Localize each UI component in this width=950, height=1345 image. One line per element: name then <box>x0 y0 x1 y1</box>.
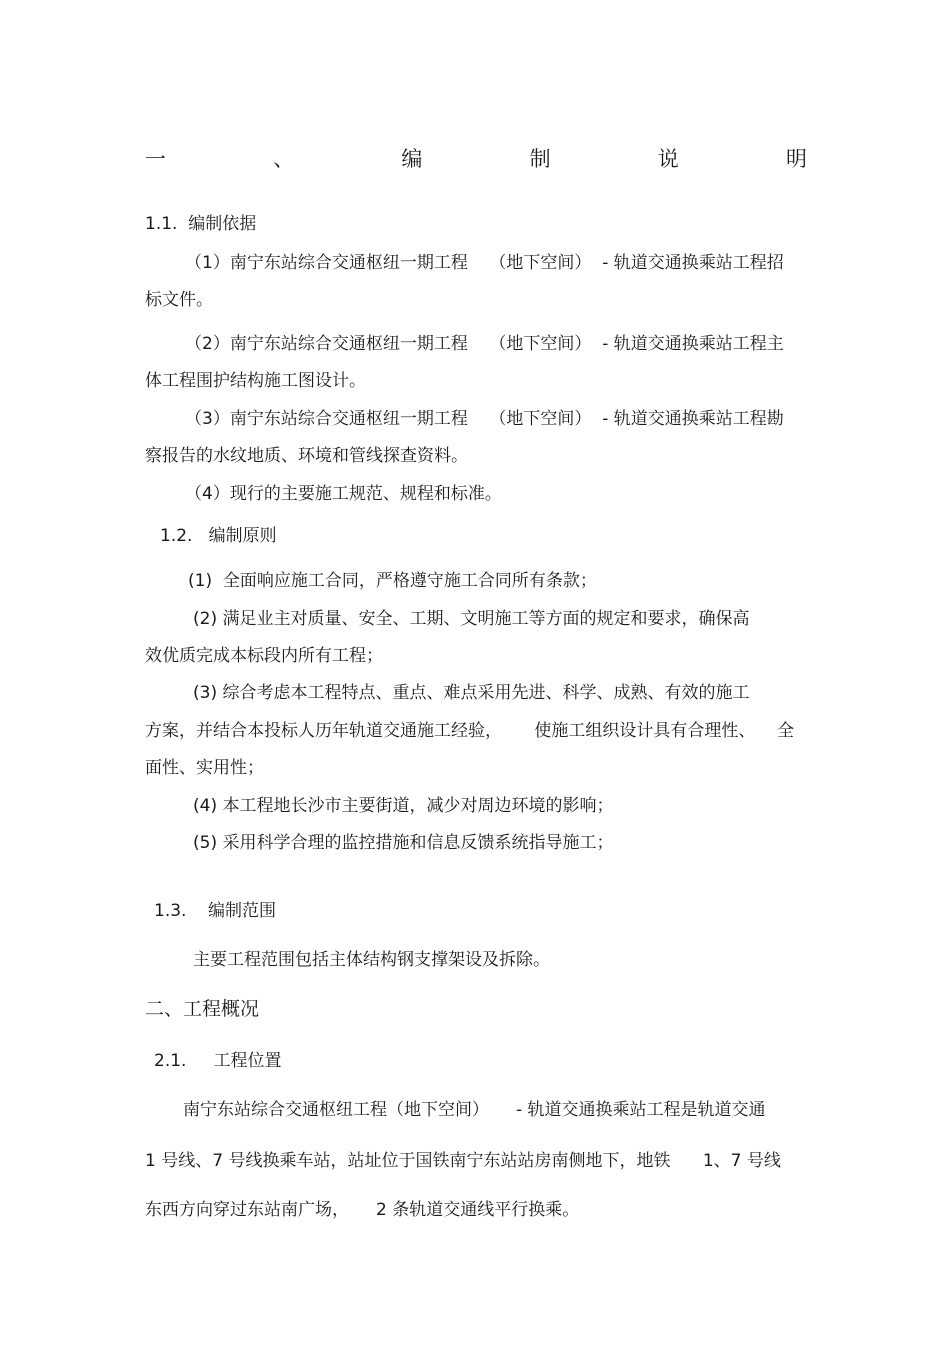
location-line3: 东西方向穿过东站南广场， 2 条轨道交通线平行换乘。 <box>145 1200 580 1220</box>
principle-item-1: (1) 全面响应施工合同，严格遵守施工合同所有条款； <box>188 571 597 591</box>
title-char: 制 <box>529 147 551 171</box>
heading-2-1: 2.1. 工程位置 <box>154 1051 282 1071</box>
heading-1-2: 1.2. 编制原则 <box>160 526 277 546</box>
heading-1-3: 1.3. 编制范围 <box>154 901 277 921</box>
title-char: 、 <box>273 147 295 171</box>
basis-item-2-line2: 体工程围护结构施工图设计。 <box>145 371 366 391</box>
basis-item-3-line1: （3）南宁东站综合交通枢纽一期工程 （地下空间） - 轨道交通换乘站工程勘 <box>185 409 784 429</box>
principle-item-2-line1: (2) 满足业主对质量、安全、工期、文明施工等方面的规定和要求，确保高 <box>193 609 750 629</box>
principle-item-5: (5) 采用科学合理的监控措施和信息反馈系统指导施工； <box>193 833 614 853</box>
title-char: 明 <box>785 147 807 171</box>
location-line1: 南宁东站综合交通枢纽工程（地下空间） - 轨道交通换乘站工程是轨道交通 <box>183 1100 766 1120</box>
principle-item-3-line2: 方案，并结合本投标人历年轨道交通施工经验， 使施工组织设计具有合理性、 全 <box>145 721 795 741</box>
title-char: 一 <box>145 147 166 171</box>
basis-item-3-line2: 察报告的水纹地质、环境和管线探查资料。 <box>145 446 468 466</box>
title-char: 说 <box>657 147 679 171</box>
title-char: 编 <box>401 147 423 171</box>
basis-item-2-line1: （2）南宁东站综合交通枢纽一期工程 （地下空间） - 轨道交通换乘站工程主 <box>185 334 784 354</box>
principle-item-3-line1: (3) 综合考虑本工程特点、重点、难点采用先进、科学、成熟、有效的施工 <box>193 683 750 703</box>
heading-2: 二、工程概况 <box>145 998 260 1020</box>
principle-item-2-line2: 效优质完成本标段内所有工程； <box>145 646 383 666</box>
heading-1-1: 1.1. 编制依据 <box>145 214 257 234</box>
scope-text: 主要工程范围包括主体结构钢支撑架设及拆除。 <box>193 950 550 970</box>
basis-item-1-line2: 标文件。 <box>145 290 213 310</box>
principle-item-4: (4) 本工程地长沙市主要街道，减少对周边环境的影响； <box>193 796 614 816</box>
section-title <box>145 144 807 174</box>
basis-item-4: （4）现行的主要施工规范、规程和标准。 <box>185 484 502 504</box>
basis-item-1-line1: （1）南宁东站综合交通枢纽一期工程 （地下空间） - 轨道交通换乘站工程招 <box>185 253 784 273</box>
principle-item-3-line3: 面性、实用性； <box>145 758 264 778</box>
location-line2: 1 号线、7 号线换乘车站，站址位于国铁南宁东站站房南侧地下，地铁 1、7 号线 <box>145 1151 781 1171</box>
